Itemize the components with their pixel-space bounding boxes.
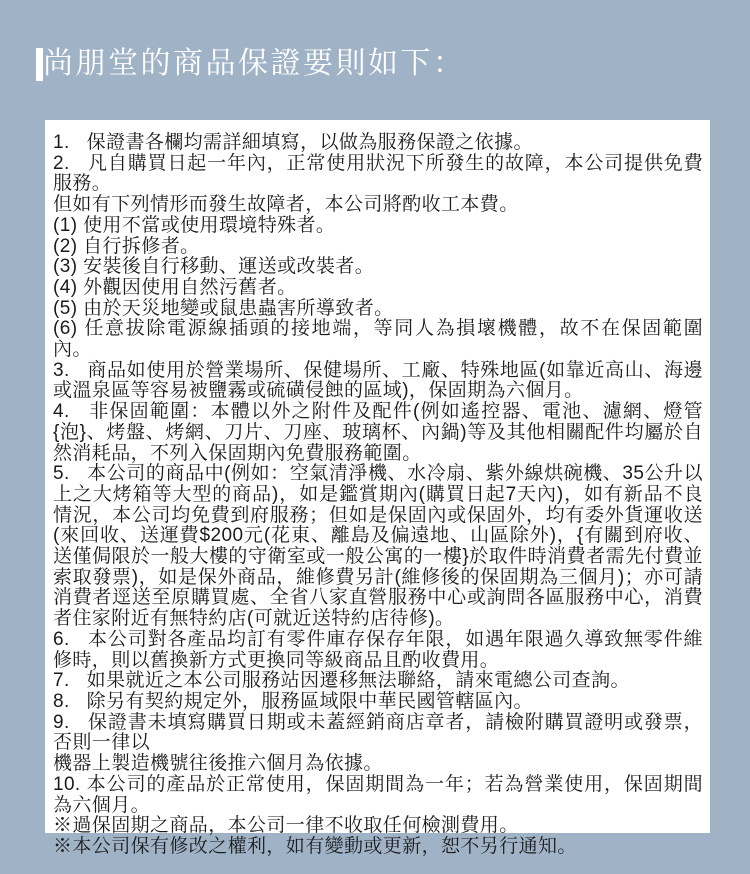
- warranty-paragraph: 10. 本公司的產品於正常使用，保固期間為一年；若為營業使用，保固期間為六個月。: [53, 773, 703, 816]
- warranty-paragraph: (1) 使用不當或使用環境特殊者。: [53, 214, 336, 236]
- warranty-paragraph: 9. 保證書未填寫購買日期或未蓋經銷商店章者，請檢附購買證明或發票，否則一律以: [53, 711, 703, 754]
- warranty-paragraph: ※本公司保有修改之權利，如有變動或更新，恕不另行通知。: [53, 835, 577, 857]
- warranty-paragraph: 5. 本公司的商品中(例如：空氣清淨機、水冷扇、紫外線烘碗機、35公升以上之大烤箱等大型的商品)，如是鑑賞期內(購買日起7天內)，如有新品不良情況，本公司均免費到府服務；但如是保固內或保固外，均有委外貨運收送(來回收、送運費$200元(花東、離島及偏遠地、山區除外)，{有關到府收、送僅侷限於一般大樓的守衛室或一般公寓的一樓}於取件時消費者需先付費並索取發票)，如是保外商品，維修費另計(維修後的保固期為三個月)；亦可請消費者逕送至原購買處、全省八家直營服務中心或詢問各區服務中心，消費者住家附近有無特約店(可就近送特約店待修)。: [53, 463, 703, 630]
- warranty-paragraph: 7. 如果就近之本公司服務站因遷移無法聯絡，請來電總公司查詢。: [53, 670, 630, 692]
- title-accent-bar: [36, 48, 43, 81]
- warranty-paragraph: (4) 外觀因使用自然污舊者。: [53, 276, 297, 298]
- warranty-paragraph: (3) 安裝後自行移動、運送或改裝者。: [53, 256, 375, 278]
- warranty-paragraph: (6) 任意拔除電源線插頭的接地端，等同人為損壞機體，故不在保固範圍內。: [53, 318, 703, 361]
- warranty-paragraph: 1. 保證書各欄均需詳細填寫，以做為服務保證之依據。: [53, 132, 533, 153]
- warranty-paragraph: 但如有下列情形而發生故障者，本公司將酌收工本費。: [53, 194, 519, 216]
- warranty-paragraph: 機器上製造機號往後推六個月為依據。: [53, 753, 383, 775]
- warranty-paragraph: (2) 自行拆修者。: [53, 235, 200, 257]
- warranty-paragraph: (5) 由於天災地變或鼠患蟲害所導致者。: [53, 297, 394, 319]
- warranty-paragraph: 8. 除另有契約規定外，服務區域限中華民國管轄區內。: [53, 690, 533, 712]
- page-title: 尚朋堂的商品保證要則如下：: [43, 47, 466, 80]
- warranty-paragraph: ※過保固期之商品，本公司一律不收取任何檢測費用。: [53, 815, 519, 837]
- section-header: [36, 45, 466, 83]
- warranty-paragraph: 4. 非保固範圍：本體以外之附件及配件(例如遙控器、電池、濾網、燈管{泡}、烤盤、烤網、刀片、刀座、玻璃杯、內鍋)等及其他相關配件均屬於自然消耗品，不列入保固期內免費服務範圍。: [53, 401, 703, 464]
- warranty-paragraph: 6. 本公司對各產品均訂有零件庫存保存年限，如遇年限過久導致無零件維修時，則以舊換新方式更換同等級商品且酌收費用。: [53, 628, 703, 671]
- warranty-paragraph: 2. 凡自購買日起一年內，正常使用狀況下所發生的故障，本公司提供免費服務。: [53, 152, 703, 195]
- warranty-terms-panel: [45, 120, 710, 857]
- warranty-paragraph: 3. 商品如使用於營業場所、保健場所、工廠、特殊地區(如靠近高山、海邊或溫泉區等容易被鹽霧或硫磺侵蝕的區域)，保固期為六個月。: [53, 359, 703, 402]
